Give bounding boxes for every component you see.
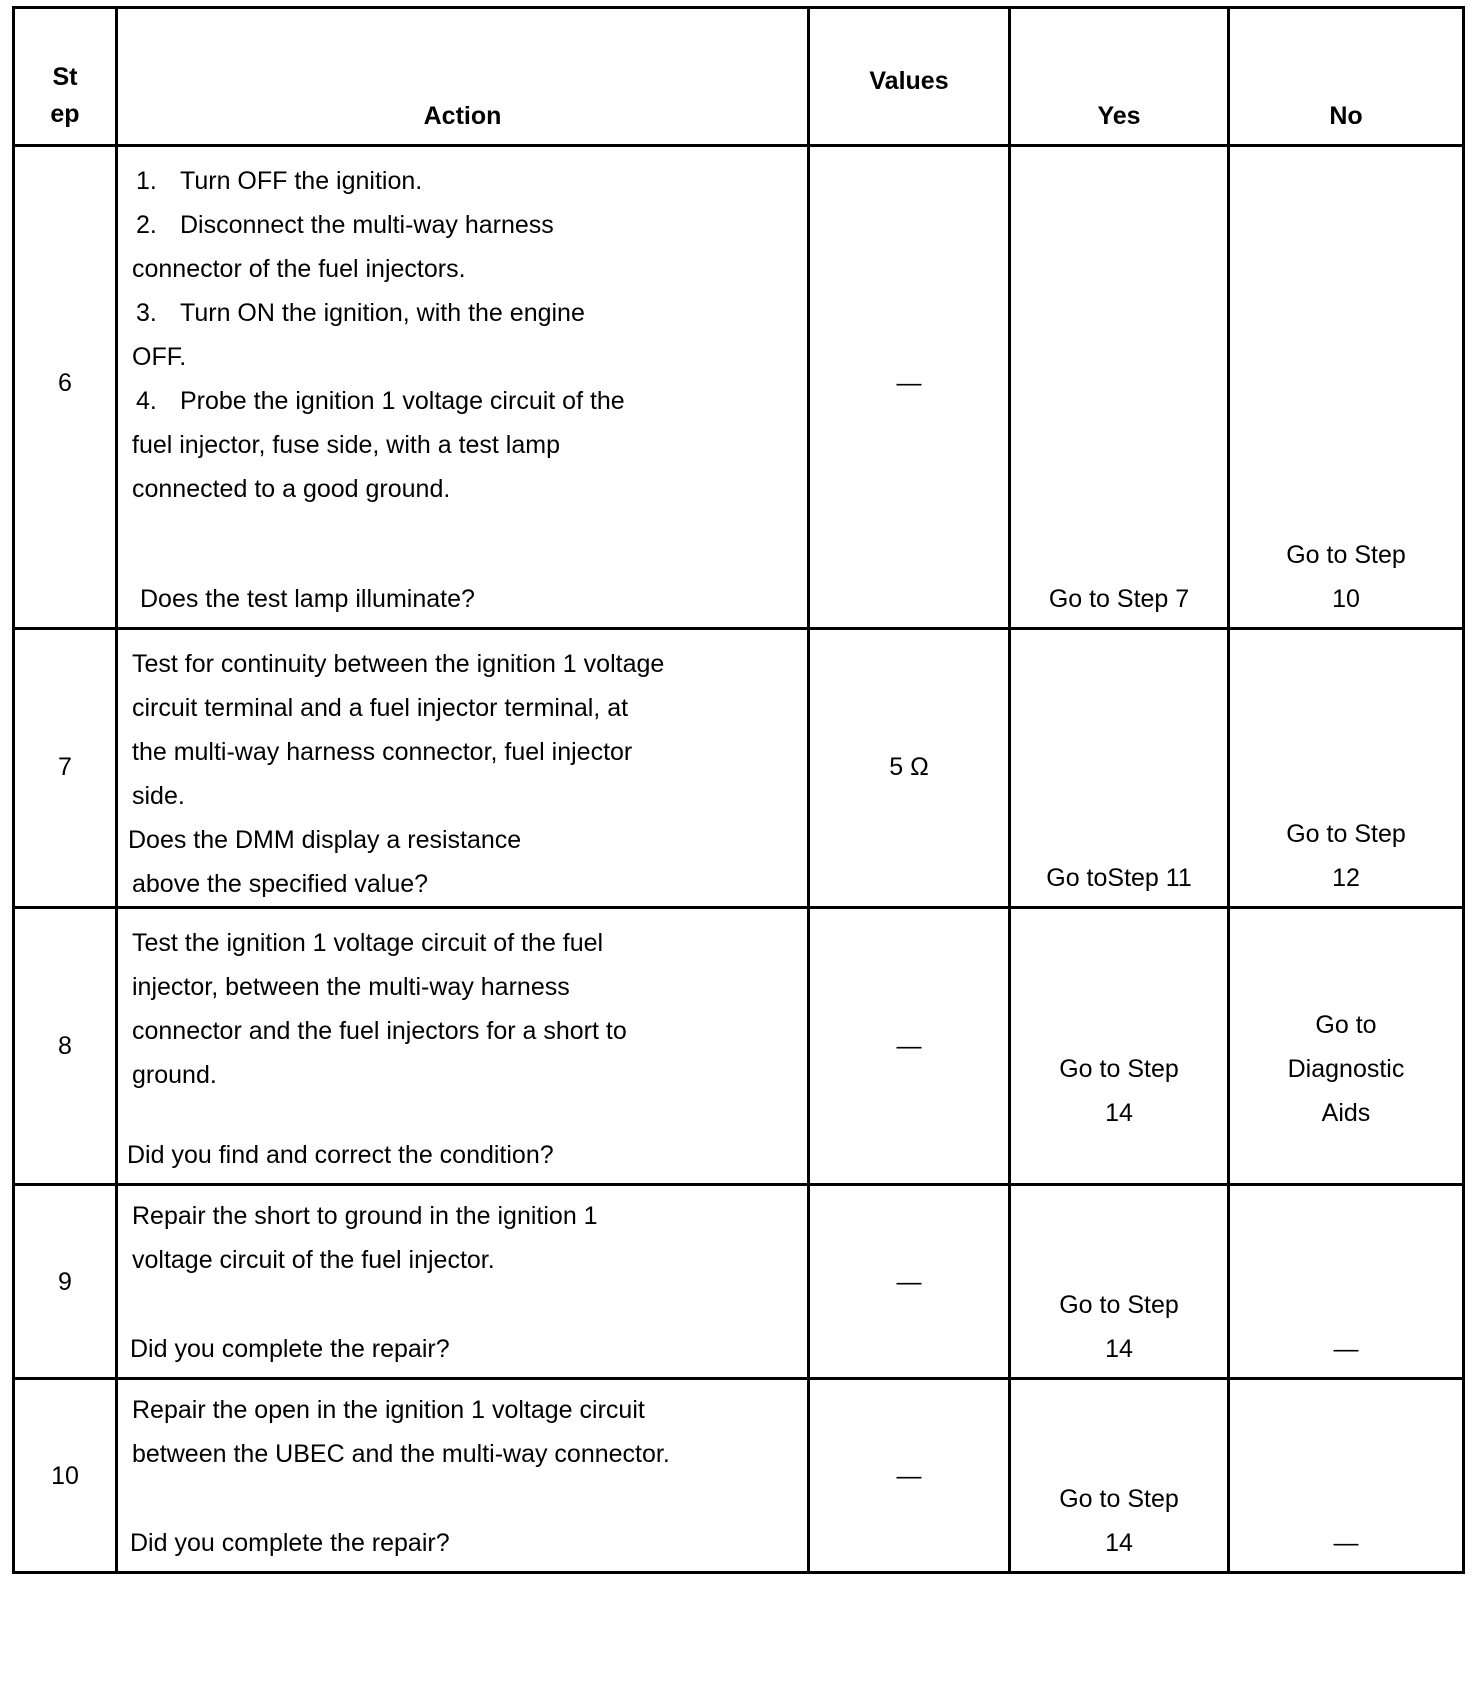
yes-cell bbox=[1010, 629, 1229, 908]
action-line: Probe the ignition 1 voltage circuit of the bbox=[180, 387, 625, 415]
action-cell bbox=[117, 1379, 809, 1573]
action-line: Repair the short to ground in the ignition 1 bbox=[132, 1202, 598, 1230]
action-cell bbox=[117, 629, 809, 908]
yes-cell bbox=[1010, 146, 1229, 629]
action-line: fuel injector, fuse side, with a test lamp bbox=[132, 431, 560, 459]
no-cell bbox=[1229, 146, 1464, 629]
values-cell bbox=[809, 908, 1010, 1185]
action-cell bbox=[117, 908, 809, 1185]
list-number: 2. bbox=[136, 211, 157, 239]
yes-text: Go to Step 7 bbox=[1048, 585, 1190, 613]
action-line: ground. bbox=[132, 1061, 217, 1089]
table-row bbox=[14, 146, 1464, 629]
header-action-label: Action bbox=[423, 102, 502, 130]
header-values bbox=[809, 8, 1010, 146]
step-number: 8 bbox=[58, 1032, 72, 1060]
action-cell bbox=[117, 146, 809, 629]
table-row bbox=[14, 1185, 1464, 1379]
diagnostic-table bbox=[12, 6, 1465, 1574]
yes-cell bbox=[1010, 1379, 1229, 1573]
values-cell bbox=[809, 629, 1010, 908]
no-cell bbox=[1229, 1379, 1464, 1573]
no-text: Go to Step bbox=[1286, 820, 1406, 848]
header-step-line1: St bbox=[52, 63, 78, 91]
action-line: connector and the fuel injectors for a short to bbox=[132, 1017, 627, 1045]
yes-text: Go to Step bbox=[1059, 1291, 1179, 1319]
step-cell bbox=[14, 1379, 117, 1573]
header-values-label: Values bbox=[869, 67, 949, 95]
yes-text: Go to Step bbox=[1059, 1055, 1179, 1083]
step-cell bbox=[14, 908, 117, 1185]
no-cell bbox=[1229, 908, 1464, 1185]
action-line: connector of the fuel injectors. bbox=[132, 255, 466, 283]
values-cell bbox=[809, 1379, 1010, 1573]
no-cell bbox=[1229, 629, 1464, 908]
no-cell bbox=[1229, 1185, 1464, 1379]
step-cell bbox=[14, 146, 117, 629]
value-text: — bbox=[896, 369, 922, 397]
action-line: Does the DMM display a resistance bbox=[128, 826, 522, 854]
action-line: Turn ON the ignition, with the engine bbox=[180, 299, 585, 327]
action-cell bbox=[117, 1185, 809, 1379]
yes-text: 14 bbox=[1105, 1335, 1133, 1363]
action-line: the multi-way harness connector, fuel injector bbox=[132, 738, 633, 766]
header-step bbox=[14, 8, 117, 146]
no-text: Aids bbox=[1321, 1099, 1371, 1127]
action-line: Test the ignition 1 voltage circuit of the fuel bbox=[132, 929, 604, 957]
value-text: — bbox=[896, 1268, 922, 1296]
step-cell bbox=[14, 1185, 117, 1379]
action-line: above the specified value? bbox=[132, 870, 429, 898]
step-number: 9 bbox=[58, 1268, 72, 1296]
yes-text: 14 bbox=[1105, 1529, 1133, 1557]
action-line: between the UBEC and the multi-way connector. bbox=[132, 1440, 670, 1468]
action-line: voltage circuit of the fuel injector. bbox=[132, 1246, 495, 1274]
action-question: Did you complete the repair? bbox=[130, 1335, 450, 1363]
yes-cell bbox=[1010, 1185, 1229, 1379]
action-question: Does the test lamp illuminate? bbox=[140, 585, 475, 613]
header-no-label: No bbox=[1329, 102, 1363, 130]
step-number: 6 bbox=[58, 369, 72, 397]
table-row bbox=[14, 1379, 1464, 1573]
value-text: — bbox=[896, 1462, 922, 1490]
value-text: 5 Ω bbox=[889, 753, 929, 781]
step-number: 10 bbox=[51, 1462, 79, 1490]
action-line: OFF. bbox=[132, 343, 187, 371]
action-line: Repair the open in the ignition 1 voltage circuit bbox=[132, 1396, 645, 1424]
action-line: Test for continuity between the ignition 1 voltage bbox=[132, 650, 665, 678]
step-cell bbox=[14, 629, 117, 908]
values-cell bbox=[809, 146, 1010, 629]
step-number: 7 bbox=[58, 753, 72, 781]
table-header-row bbox=[14, 8, 1464, 146]
action-line: Disconnect the multi-way harness bbox=[180, 211, 554, 239]
header-no bbox=[1229, 8, 1464, 146]
list-number: 1. bbox=[136, 167, 157, 195]
no-text: 10 bbox=[1332, 585, 1360, 613]
action-question: Did you complete the repair? bbox=[130, 1529, 450, 1557]
action-line: Turn OFF the ignition. bbox=[180, 167, 423, 195]
yes-text: Go to Step bbox=[1059, 1485, 1179, 1513]
yes-cell bbox=[1010, 908, 1229, 1185]
no-text: — bbox=[1333, 1529, 1359, 1557]
no-text: Diagnostic bbox=[1287, 1055, 1405, 1083]
action-question: Did you find and correct the condition? bbox=[127, 1141, 554, 1169]
action-line: circuit terminal and a fuel injector terminal, at bbox=[132, 694, 629, 722]
no-text: Go to Step bbox=[1286, 541, 1406, 569]
header-yes-label: Yes bbox=[1097, 102, 1141, 130]
action-line: side. bbox=[132, 782, 185, 810]
no-text: Go to bbox=[1315, 1011, 1377, 1039]
no-text: — bbox=[1333, 1335, 1359, 1363]
header-yes bbox=[1010, 8, 1229, 146]
list-number: 3. bbox=[136, 299, 157, 327]
value-text: — bbox=[896, 1032, 922, 1060]
yes-text: Go toStep 11 bbox=[1046, 864, 1192, 892]
table-row bbox=[14, 629, 1464, 908]
values-cell bbox=[809, 1185, 1010, 1379]
header-step-line2: ep bbox=[50, 100, 80, 128]
action-line: connected to a good ground. bbox=[132, 475, 451, 503]
header-action bbox=[117, 8, 809, 146]
action-line: injector, between the multi-way harness bbox=[132, 973, 570, 1001]
no-text: 12 bbox=[1332, 864, 1360, 892]
table-row bbox=[14, 908, 1464, 1185]
yes-text: 14 bbox=[1105, 1099, 1133, 1127]
list-number: 4. bbox=[136, 387, 157, 415]
